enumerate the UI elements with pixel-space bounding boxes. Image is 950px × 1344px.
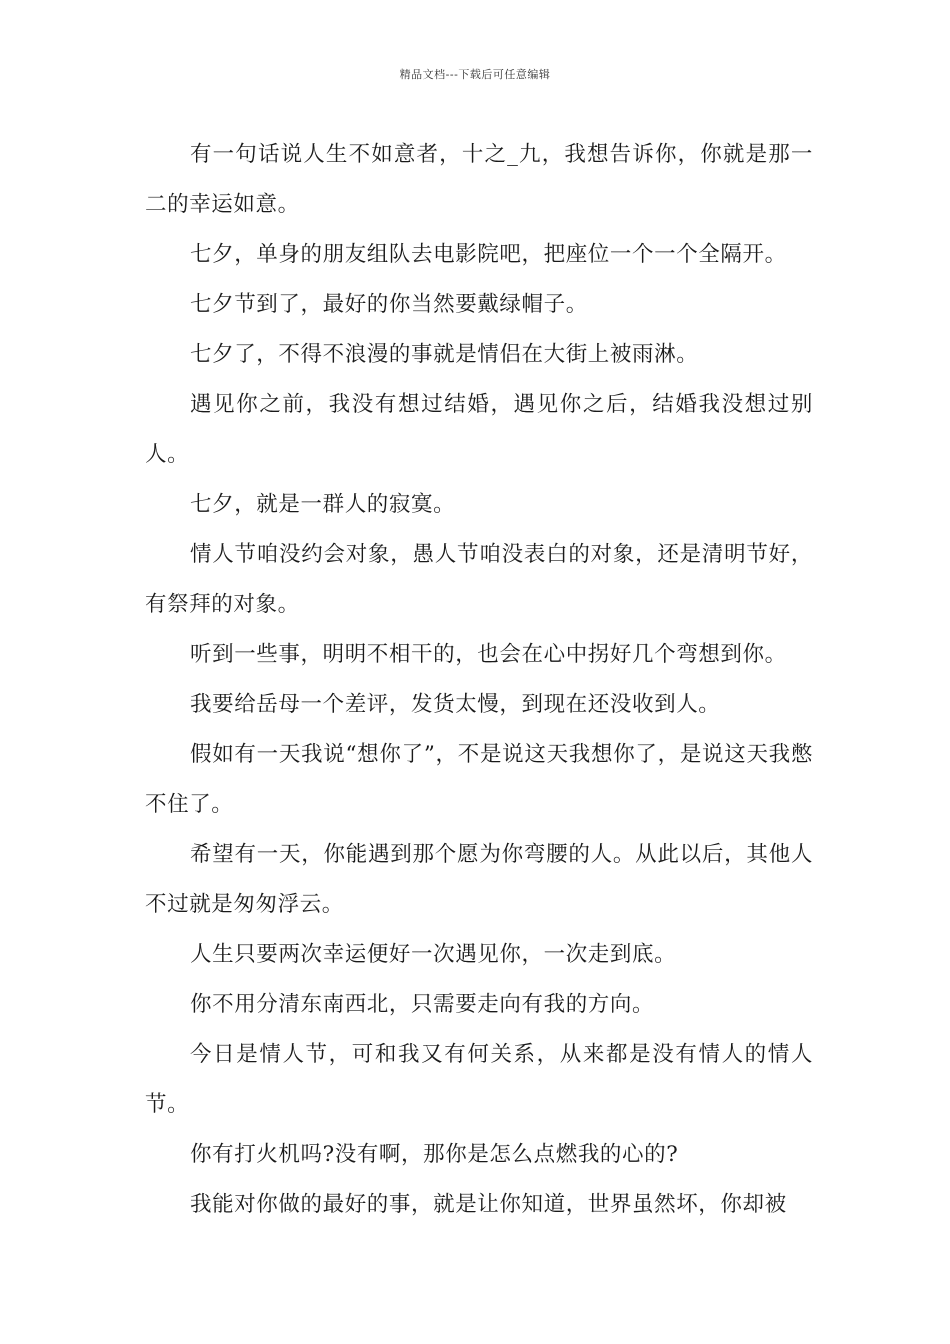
paragraph: 情人节咱没约会对象，愚人节咱没表白的对象，还是清明节好，有祭拜的对象。 [145, 542, 813, 617]
paragraph: 七夕节到了，最好的你当然要戴绿帽子。 [190, 292, 588, 317]
paragraph: 人生只要两次幸运便好一次遇见你，一次走到底。 [190, 942, 677, 967]
paragraph: 假如有一天我说“想你了”，不是说这天我想你了，是说这天我憋不住了。 [145, 742, 813, 817]
paragraph: 今日是情人节，可和我又有何关系，从来都是没有情人的情人节。 [145, 1042, 813, 1117]
paragraph: 七夕，单身的朋友组队去电影院吧，把座位一个一个全隔开。 [190, 242, 787, 267]
paragraph: 七夕了，不得不浪漫的事就是情侣在大街上被雨淋。 [190, 342, 699, 367]
document-body [145, 130, 813, 1230]
paragraph: 你不用分清东南西北，只需要走向有我的方向。 [190, 992, 655, 1017]
paragraph: 听到一些事，明明不相干的，也会在心中拐好几个弯想到你。 [190, 642, 787, 667]
page-header: 精品文档---下载后可任意编辑 [399, 68, 551, 81]
paragraph: 有一句话说人生不如意者，十之_九，我想告诉你，你就是那一二的幸运如意。 [145, 142, 813, 217]
paragraph: 七夕，就是一群人的寂寞。 [190, 492, 456, 517]
paragraph: 希望有一天，你能遇到那个愿为你弯腰的人。从此以后，其他人不过就是匆匆浮云。 [145, 842, 813, 917]
paragraph: 我能对你做的最好的事，就是让你知道，世界虽然坏，你却被 [190, 1192, 787, 1217]
paragraph: 遇见你之前，我没有想过结婚，遇见你之后，结婚我没想过别人。 [145, 392, 813, 467]
paragraph: 你有打火机吗?没有啊，那你是怎么点燃我的心的? [190, 1142, 679, 1167]
paragraph: 我要给岳母一个差评，发货太慢，到现在还没收到人。 [190, 692, 721, 717]
